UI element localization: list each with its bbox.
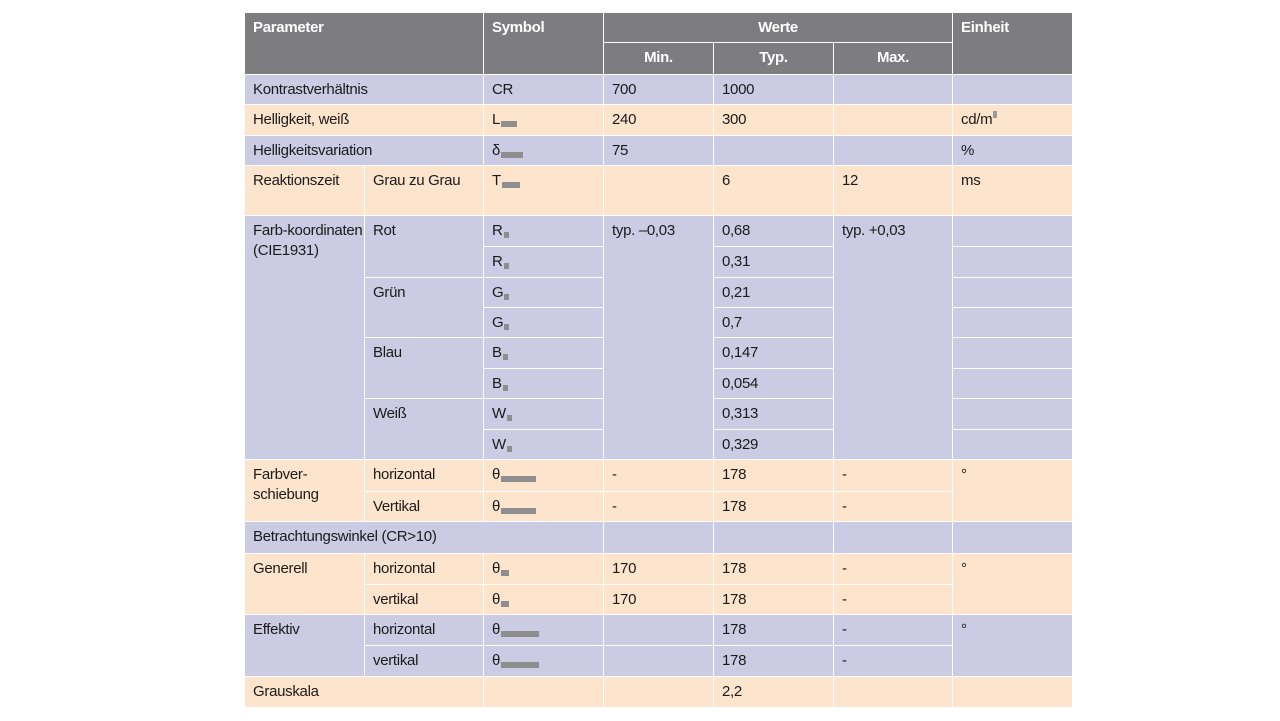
sub-label: vertikal [365,646,484,677]
sub-label: Grau zu Grau [365,166,484,216]
row-label: Farb-koordinaten (CIE1931) [245,216,365,460]
symbol-text: T [492,172,501,189]
unit-cell [953,399,1073,430]
symbol-cell [484,460,604,492]
typ-cell: 178 [714,646,834,677]
symbol-text: G [492,314,504,331]
row-label: Grauskala [245,677,484,708]
header-werte: Werte [604,13,953,43]
typ-cell: 178 [714,615,834,646]
typ-cell: 0,147 [714,338,834,369]
typ-cell [714,522,834,554]
redacted-subscript [501,508,536,514]
typ-cell: 0,7 [714,308,834,338]
unit-cell [953,430,1073,460]
unit-cell [953,369,1073,399]
unit-cell: % [953,136,1073,166]
table-row [245,136,1073,166]
min-cell: 170 [604,554,714,585]
typ-cell: 0,21 [714,278,834,308]
unit-cell: ° [953,460,1073,522]
min-cell [604,615,714,646]
redacted-subscript [504,324,509,330]
unit-cell [953,308,1073,338]
symbol-cell [484,615,604,646]
min-cell [604,677,714,708]
symbol-cell [484,166,604,216]
redacted-subscript [502,182,520,188]
symbol-text: θ [492,498,501,515]
redacted-subscript [504,232,509,238]
unit-cell: ° [953,615,1073,677]
unit-cell [953,522,1073,554]
max-cell: - [834,492,953,522]
typ-cell: 0,31 [714,247,834,278]
table-row [245,522,1073,554]
min-cell [604,166,714,216]
unit-cell [953,105,1073,136]
min-cell: 75 [604,136,714,166]
header-row [245,13,1073,43]
typ-cell: 2,2 [714,677,834,708]
unit-cell: ms [953,166,1073,216]
row-label: Betrachtungswinkel (CR>10) [245,522,604,554]
max-cell [834,522,953,554]
max-cell [834,136,953,166]
symbol-cell [484,369,604,399]
min-cell: 700 [604,75,714,105]
typ-cell: 300 [714,105,834,136]
table-row [245,105,1073,136]
redacted-subscript [504,294,509,300]
max-cell: - [834,460,953,492]
sub-label: horizontal [365,615,484,646]
redacted-subscript [503,354,508,360]
unit-cell [953,278,1073,308]
redacted-subscript [501,476,536,482]
row-label: Helligkeit, weiß [245,105,484,136]
symbol-text: R [492,222,503,239]
redacted-subscript [504,263,509,269]
symbol-text: G [492,284,504,301]
unit-cell: ° [953,554,1073,615]
symbol-cell [484,399,604,430]
symbol-text: W [492,436,506,453]
unit-text: cd/m [961,111,993,128]
table-row [245,585,1073,615]
symbol-cell [484,492,604,522]
symbol-text: δ [492,142,501,159]
sub-label: Blau [365,338,484,399]
redacted-subscript [501,570,509,576]
typ-cell: 178 [714,554,834,585]
max-cell: - [834,646,953,677]
min-cell: - [604,492,714,522]
max-cell: - [834,554,953,585]
sub-label: vertikal [365,585,484,615]
min-cell: 240 [604,105,714,136]
header-parameter: Parameter [245,13,484,75]
typ-cell [714,136,834,166]
symbol-cell [484,308,604,338]
min-cell [604,646,714,677]
table-row [245,492,1073,522]
redacted-subscript [501,601,509,607]
redacted-subscript [501,121,517,127]
redacted-subscript [501,662,539,668]
symbol-cell [484,247,604,278]
sub-label: horizontal [365,554,484,585]
symbol-cell [484,430,604,460]
sub-label: Grün [365,278,484,338]
symbol-cell [484,585,604,615]
sub-label: horizontal [365,460,484,492]
redacted-subscript [507,415,512,421]
symbol-text: B [492,375,502,392]
table-row [245,646,1073,677]
max-cell: - [834,615,953,646]
symbol-cell [484,554,604,585]
header-max: Max. [834,43,953,75]
typ-cell: 178 [714,460,834,492]
max-cell: typ. +0,03 [834,216,953,460]
typ-cell: 0,329 [714,430,834,460]
row-label: Reaktionszeit [245,166,365,216]
max-cell: - [834,585,953,615]
table-row [245,75,1073,105]
typ-cell: 178 [714,585,834,615]
symbol-cell [484,105,604,136]
typ-cell: 1000 [714,75,834,105]
min-cell: 170 [604,585,714,615]
table-row [245,216,1073,247]
typ-cell: 178 [714,492,834,522]
symbol-cell [484,136,604,166]
max-cell [834,677,953,708]
symbol-text: θ [492,560,501,577]
unit-cell [953,338,1073,369]
header-einheit: Einheit [953,13,1073,75]
typ-cell: 6 [714,166,834,216]
max-cell: 12 [834,166,953,216]
typ-cell: 0,313 [714,399,834,430]
header-typ: Typ. [714,43,834,75]
table-row [245,615,1073,646]
row-label: Farbver-schiebung [245,460,365,522]
symbol-cell: CR [484,75,604,105]
row-label: Effektiv [245,615,365,677]
symbol-text: B [492,344,502,361]
table-row [245,677,1073,708]
redacted-subscript [503,385,508,391]
max-cell [834,105,953,136]
unit-cell [953,75,1073,105]
row-label: Generell [245,554,365,615]
redacted-superscript [993,111,997,118]
typ-cell: 0,68 [714,216,834,247]
symbol-cell [484,278,604,308]
typ-cell: 0,054 [714,369,834,399]
symbol-cell [484,677,604,708]
min-cell: typ. –0,03 [604,216,714,460]
row-label: Kontrastverhältnis [245,75,484,105]
redacted-subscript [501,152,523,158]
min-cell: - [604,460,714,492]
symbol-text: θ [492,652,501,669]
unit-cell [953,677,1073,708]
row-label: Helligkeitsvariation [245,136,484,166]
symbol-cell [484,216,604,247]
redacted-subscript [501,631,539,637]
symbol-text: θ [492,621,501,638]
header-symbol: Symbol [484,13,604,75]
unit-cell [953,216,1073,247]
symbol-text: θ [492,591,501,608]
header-min: Min. [604,43,714,75]
symbol-cell [484,646,604,677]
symbol-text: L [492,111,501,128]
sub-label: Rot [365,216,484,278]
sub-label: Weiß [365,399,484,460]
redacted-subscript [507,446,512,452]
symbol-text: W [492,405,506,422]
symbol-text: R [492,253,503,270]
table-row [245,460,1073,492]
unit-cell [953,247,1073,278]
table-row [245,166,1073,216]
symbol-cell [484,338,604,369]
table-row [245,554,1073,585]
symbol-text: θ [492,466,501,483]
min-cell [604,522,714,554]
max-cell [834,75,953,105]
spec-table [244,12,1073,708]
sub-label: Vertikal [365,492,484,522]
